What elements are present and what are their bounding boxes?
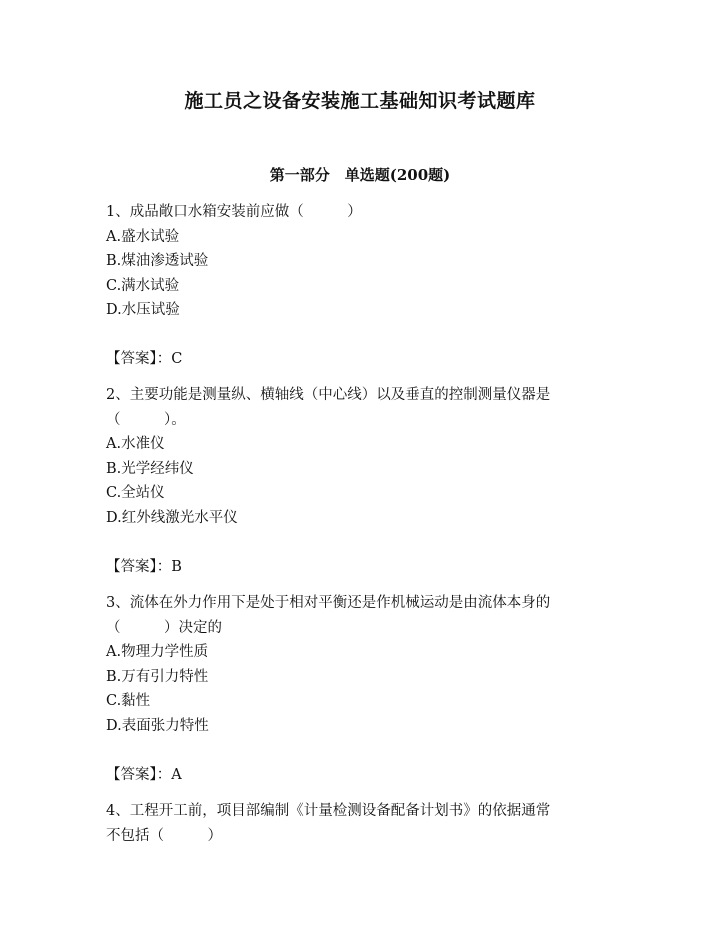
question-stem-cont: 不包括（ ） [106, 827, 222, 844]
option-a: A.物理力学性质 [106, 644, 209, 660]
answer-2: 【答案】：B [106, 559, 182, 575]
answer-1: 【答案】：C [106, 351, 183, 367]
option-c: C.全站仪 [106, 485, 165, 501]
option-d: D.红外线激光水平仪 [106, 509, 238, 526]
question-stem-cont: （ ）决定的 [106, 619, 222, 636]
question-3 [106, 591, 616, 738]
question-stem: 4、工程开工前，项目部编制《计量检测设备配备计划书》的依据通常 [106, 803, 551, 819]
question-stem: 3、流体在外力作用下是处于相对平衡还是作机械运动是由流体本身的 [106, 595, 551, 611]
option-a: A.盛水试验 [106, 228, 180, 245]
option-b: B.煤油渗透试验 [106, 253, 209, 269]
question-stem-cont: （ ）。 [106, 411, 186, 428]
option-d: D.表面张力特性 [106, 717, 209, 734]
option-d: D.水压试验 [106, 302, 180, 318]
question-stem: 2、主要功能是测量纵、横轴线（中心线）以及垂直的控制测量仪器是 [106, 387, 551, 403]
option-c: C.黏性 [106, 693, 151, 709]
option-a: A.水准仪 [106, 436, 165, 452]
option-b: B.万有引力特性 [106, 668, 209, 685]
question-4 [106, 799, 616, 848]
document-title: 施工员之设备安装施工基础知识考试题库 [184, 90, 536, 112]
option-c: C.满水试验 [106, 277, 180, 294]
answer-3: 【答案】：A [106, 767, 182, 783]
question-2 [106, 383, 616, 530]
question-1 [106, 200, 616, 323]
question-stem: 1、成品敞口水箱安装前应做（ ） [106, 204, 362, 220]
section-title: 第一部分 单选题(200题) [269, 166, 451, 184]
option-b: B.光学经纬仪 [106, 460, 194, 477]
